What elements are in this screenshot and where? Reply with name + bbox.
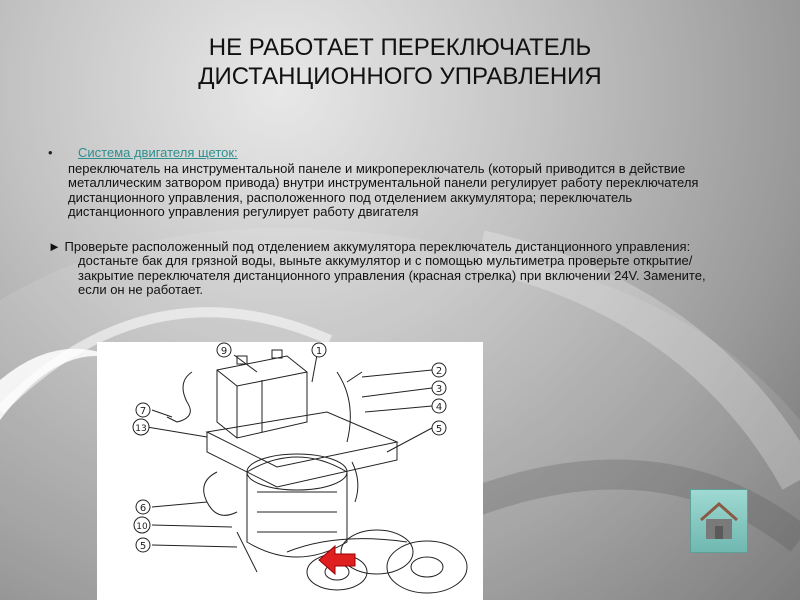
callout-5-bottom: 5: [139, 541, 147, 552]
check-paragraph: Проверьте расположенный под отделением аккумулятора переключатель дистанционного управления: достаньте бак для грязной воды, выньте аккумулятор и с помощью мультиметра проверьте открытие/закрытие переключателя дистанционного управления (красная стрелка) при включении 24V. Замените, если он не работает.: [64, 238, 706, 297]
bullet-marker: •: [48, 145, 53, 160]
callout-4: 4: [435, 402, 443, 413]
callout-5-top: 5: [435, 424, 443, 435]
slide-title-line1: НЕ РАБОТАЕТ ПЕРЕКЛЮЧАТЕЛЬ: [208, 34, 592, 61]
callout-10: 10: [136, 522, 148, 532]
check-item: [48, 240, 708, 298]
red-arrow-icon: [319, 546, 355, 574]
bullet-item: [48, 146, 708, 161]
slide-body: [48, 146, 708, 298]
diagram-drawing: [97, 342, 483, 600]
pointer-icon: ►: [48, 238, 61, 254]
home-icon: [691, 490, 747, 552]
technical-diagram: [97, 342, 483, 600]
callout-3: 3: [435, 384, 443, 395]
system-link[interactable]: Система двигателя щеток:: [78, 145, 238, 160]
callout-7: 7: [139, 406, 147, 417]
callout-1: 1: [315, 346, 323, 357]
bullet-paragraph: переключатель на инструментальной панеле и микропереключатель (который приводится в действие металлическим затвором привода) внутри инструментальной панели регулирует работу переключателя дистанционного управления, расположенного под отделением аккумулятора; переключатель дистанционного управления регулирует работу двигателя: [68, 160, 699, 219]
callout-9: 9: [220, 346, 228, 357]
callout-6: 6: [139, 503, 147, 514]
slide-title-line2: ДИСТАНЦИОННОГО УПРАВЛЕНИЯ: [198, 63, 602, 90]
home-button[interactable]: [690, 489, 748, 553]
callout-2: 2: [435, 366, 443, 377]
callout-13: 13: [135, 424, 147, 434]
